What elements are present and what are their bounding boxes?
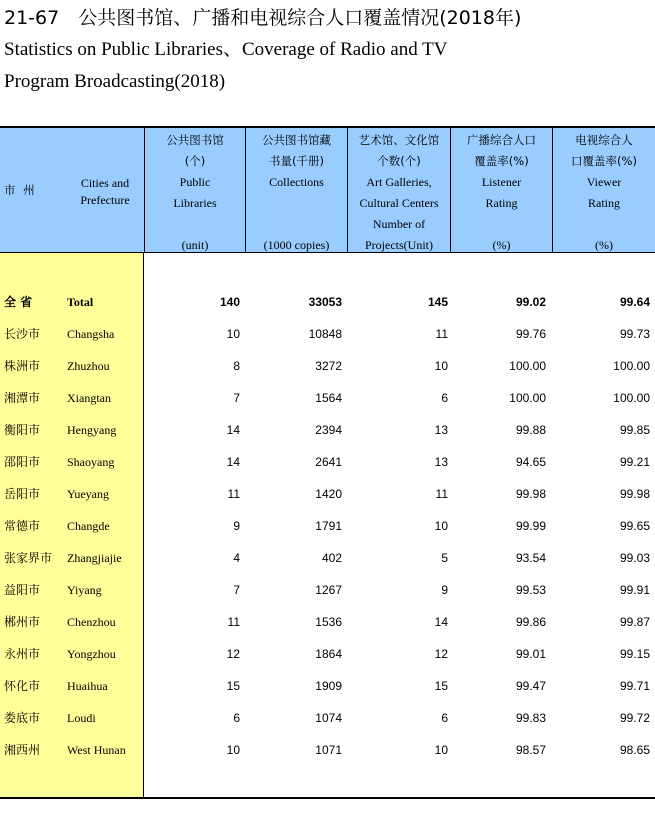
row-art-galleries-value: 145 xyxy=(427,295,448,309)
row-region-en: Yiyang xyxy=(67,583,102,597)
header-viewer-line xyxy=(553,214,655,235)
row-art-galleries-value: 6 xyxy=(441,711,448,725)
row-collections-value: 2641 xyxy=(315,455,342,469)
header-collections xyxy=(246,128,348,252)
page-title-english-line-2: Program Broadcasting(2018) xyxy=(4,71,226,92)
row-region-cn: 怀化市 xyxy=(4,679,41,693)
row-collections-value: 1074 xyxy=(315,711,342,725)
row-viewer-rating-value: 100.00 xyxy=(613,359,650,373)
row-listener-rating-value: 100.00 xyxy=(509,359,546,373)
row-region-en: Hengyang xyxy=(67,423,117,437)
row-listener-rating-value: 99.53 xyxy=(515,583,546,597)
header-libraries-line: 公共图书馆 xyxy=(166,133,224,147)
row-listener-rating-value: 99.86 xyxy=(515,615,546,629)
row-listener-rating-value: 99.83 xyxy=(515,711,546,725)
table-row xyxy=(0,414,655,446)
row-region-cn: 永州市 xyxy=(4,647,41,661)
row-libraries-value: 4 xyxy=(233,551,240,565)
row-region-cn: 常德市 xyxy=(4,519,41,533)
table-row xyxy=(0,510,655,542)
row-region-en: Huaihua xyxy=(67,679,108,693)
header-art-line: 个数(个) xyxy=(377,154,421,168)
title-block xyxy=(4,2,654,98)
header-region-cn: 市 州 xyxy=(4,183,37,197)
row-viewer-rating-value: 99.87 xyxy=(619,615,650,629)
table-row xyxy=(0,350,655,382)
row-viewer-rating-value: 99.91 xyxy=(619,583,650,597)
header-region-en-2: Prefecture xyxy=(80,193,130,207)
header-viewer-line: (%) xyxy=(595,238,613,252)
row-region-cn: 益阳市 xyxy=(4,583,41,597)
row-region-en: Changsha xyxy=(67,327,115,341)
row-libraries-value: 15 xyxy=(226,679,240,693)
row-libraries-value: 10 xyxy=(226,327,240,341)
row-region-cn: 岳阳市 xyxy=(4,487,41,501)
row-libraries-value: 12 xyxy=(226,647,240,661)
table-row xyxy=(0,670,655,702)
row-region-en: Chenzhou xyxy=(67,615,116,629)
header-collections-line: (1000 copies) xyxy=(263,238,330,252)
row-region-en: West Hunan xyxy=(67,743,126,757)
row-region-cn: 湘西州 xyxy=(4,743,41,757)
row-collections-value: 10848 xyxy=(308,327,342,341)
row-viewer-rating-value: 99.71 xyxy=(619,679,650,693)
row-libraries-value: 7 xyxy=(233,391,240,405)
row-libraries-value: 140 xyxy=(219,295,240,309)
header-art-line: Number of xyxy=(372,217,426,231)
row-libraries-value: 9 xyxy=(233,519,240,533)
row-viewer-rating-value: 99.85 xyxy=(619,423,650,437)
row-libraries-value: 11 xyxy=(227,487,240,501)
row-libraries-value: 11 xyxy=(227,615,240,629)
row-region-cn: 郴州市 xyxy=(4,615,41,629)
row-listener-rating-value: 100.00 xyxy=(509,391,546,405)
table-bottom-rule xyxy=(0,797,655,799)
row-libraries-value: 7 xyxy=(233,583,240,597)
header-collections-line xyxy=(246,214,347,235)
table-row xyxy=(0,638,655,670)
row-art-galleries-value: 13 xyxy=(434,455,448,469)
header-art-line: Projects(Unit) xyxy=(365,238,433,252)
row-region-en: Zhangjiajie xyxy=(67,551,122,565)
row-collections-value: 33053 xyxy=(308,295,342,309)
row-collections-value: 2394 xyxy=(315,423,342,437)
row-viewer-rating-value: 99.64 xyxy=(619,295,650,309)
table-row xyxy=(0,478,655,510)
row-art-galleries-value: 11 xyxy=(435,487,448,501)
row-collections-value: 402 xyxy=(321,551,342,565)
header-listener-rating xyxy=(451,128,553,252)
row-region-en: Zhuzhou xyxy=(67,359,110,373)
header-viewer-rating xyxy=(553,128,655,252)
header-libraries-line: Public xyxy=(179,175,211,189)
header-listener-line: 覆盖率(%) xyxy=(474,154,529,168)
header-libraries xyxy=(145,128,246,252)
header-region-en-1: Cities and xyxy=(80,176,130,190)
row-listener-rating-value: 93.54 xyxy=(515,551,546,565)
header-viewer-line: Rating xyxy=(588,196,620,210)
row-art-galleries-value: 12 xyxy=(434,647,448,661)
header-viewer-line: 口覆盖率(%) xyxy=(571,154,637,168)
table-row xyxy=(0,574,655,606)
row-art-galleries-value: 13 xyxy=(434,423,448,437)
row-viewer-rating-value: 99.72 xyxy=(619,711,650,725)
row-region-cn: 邵阳市 xyxy=(4,455,41,469)
row-listener-rating-value: 99.02 xyxy=(515,295,546,309)
statistics-table xyxy=(0,126,655,800)
header-listener-line: Rating xyxy=(485,196,518,210)
row-collections-value: 3272 xyxy=(315,359,342,373)
row-region-cn: 衡阳市 xyxy=(4,423,41,437)
row-viewer-rating-value: 99.03 xyxy=(619,551,650,565)
row-region-cn: 长沙市 xyxy=(4,327,41,341)
row-collections-value: 1909 xyxy=(315,679,342,693)
table-row xyxy=(0,446,655,478)
row-art-galleries-value: 10 xyxy=(434,743,448,757)
row-viewer-rating-value: 99.73 xyxy=(619,327,650,341)
header-collections-line: Collections xyxy=(269,175,324,189)
page-title-english-line-1: Statistics on Public Libraries、Coverage of Radio and TV xyxy=(4,39,448,60)
table-row xyxy=(0,702,655,734)
page-title: 21-67 公共图书馆、广播和电视综合人口覆盖情况(2018年) xyxy=(4,7,522,29)
row-collections-value: 1267 xyxy=(315,583,342,597)
header-listener-line: (%) xyxy=(492,238,511,252)
row-region-cn: 全 省 xyxy=(4,295,33,309)
header-libraries-line: (unit) xyxy=(181,238,209,252)
row-collections-value: 1791 xyxy=(315,519,342,533)
row-listener-rating-value: 99.88 xyxy=(515,423,546,437)
row-region-en: Changde xyxy=(67,519,110,533)
row-viewer-rating-value: 98.65 xyxy=(619,743,650,757)
row-collections-value: 1071 xyxy=(315,743,342,757)
row-art-galleries-value: 11 xyxy=(435,327,448,341)
header-libraries-line: Libraries xyxy=(173,196,217,210)
row-libraries-value: 6 xyxy=(233,711,240,725)
row-art-galleries-value: 15 xyxy=(434,679,448,693)
row-libraries-value: 14 xyxy=(226,423,240,437)
row-viewer-rating-value: 99.15 xyxy=(619,647,650,661)
row-collections-value: 1420 xyxy=(315,487,342,501)
row-listener-rating-value: 99.98 xyxy=(515,487,546,501)
row-region-cn: 株洲市 xyxy=(4,359,41,373)
row-region-en: Shaoyang xyxy=(67,455,115,469)
header-viewer-line: Viewer xyxy=(586,175,622,189)
header-art-line: Cultural Centers xyxy=(359,196,439,210)
row-art-galleries-value: 5 xyxy=(441,551,448,565)
row-art-galleries-value: 10 xyxy=(434,359,448,373)
table-row xyxy=(0,318,655,350)
row-art-galleries-value: 9 xyxy=(441,583,448,597)
row-listener-rating-value: 98.57 xyxy=(515,743,546,757)
table-row xyxy=(0,382,655,414)
row-art-galleries-value: 10 xyxy=(434,519,448,533)
row-listener-rating-value: 99.99 xyxy=(515,519,546,533)
row-libraries-value: 14 xyxy=(226,455,240,469)
row-region-en: Yueyang xyxy=(67,487,109,501)
row-region-en: Loudi xyxy=(67,711,96,725)
header-collections-line xyxy=(246,193,347,214)
row-libraries-value: 8 xyxy=(233,359,240,373)
row-art-galleries-value: 14 xyxy=(434,615,448,629)
row-region-en: Total xyxy=(67,295,94,309)
row-collections-value: 1564 xyxy=(315,391,342,405)
row-listener-rating-value: 94.65 xyxy=(515,455,546,469)
header-listener-line: 广播综合人口 xyxy=(467,133,536,147)
header-art-line: Art Galleries, xyxy=(366,175,432,189)
row-listener-rating-value: 99.01 xyxy=(515,647,546,661)
row-region-en: Xiangtan xyxy=(67,391,111,405)
row-listener-rating-value: 99.47 xyxy=(515,679,546,693)
table-row xyxy=(0,734,655,766)
row-region-cn: 娄底市 xyxy=(4,711,41,725)
row-collections-value: 1864 xyxy=(315,647,342,661)
header-listener-line xyxy=(451,214,552,235)
header-viewer-line: 电视综合人 xyxy=(575,133,633,147)
row-libraries-value: 10 xyxy=(226,743,240,757)
header-collections-line: 公共图书馆藏 xyxy=(262,133,331,147)
header-region xyxy=(0,128,145,252)
row-art-galleries-value: 6 xyxy=(441,391,448,405)
row-region-en: Yongzhou xyxy=(67,647,116,661)
header-collections-line: 书量(千册) xyxy=(269,154,324,168)
header-art-line: 艺术馆、文化馆 xyxy=(358,133,440,147)
row-collections-value: 1536 xyxy=(315,615,342,629)
header-libraries-line: (个) xyxy=(184,154,206,168)
row-region-cn: 张家界市 xyxy=(4,551,53,565)
row-viewer-rating-value: 99.21 xyxy=(619,455,650,469)
row-region-cn: 湘潭市 xyxy=(4,391,41,405)
table-row-total xyxy=(0,286,655,318)
row-viewer-rating-value: 100.00 xyxy=(613,391,650,405)
table-row xyxy=(0,606,655,638)
row-listener-rating-value: 99.76 xyxy=(515,327,546,341)
header-listener-line: Listener xyxy=(481,175,522,189)
header-libraries-line xyxy=(145,214,245,235)
table-row xyxy=(0,542,655,574)
header-art-galleries xyxy=(348,128,451,252)
row-viewer-rating-value: 99.65 xyxy=(619,519,650,533)
row-viewer-rating-value: 99.98 xyxy=(619,487,650,501)
